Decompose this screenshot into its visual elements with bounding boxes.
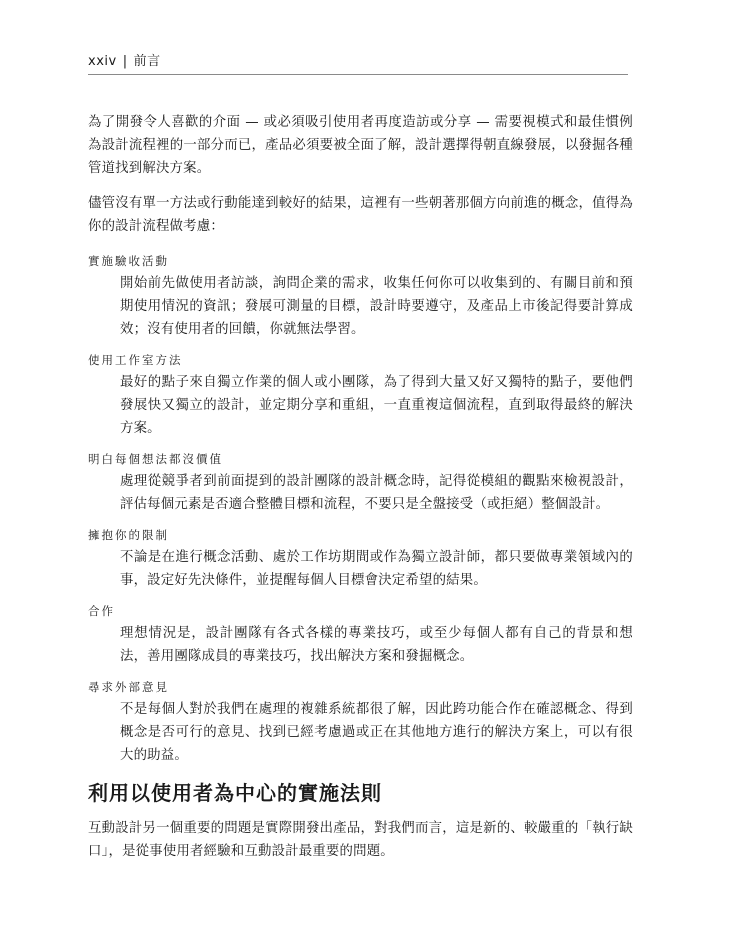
term-item [88,349,633,440]
section-heading: 利用以使用者為中心的實施法則 [88,781,382,805]
term-title: 實施驗收活動 [88,254,169,268]
term-title: 擁抱你的限制 [88,528,169,542]
page-number: xxiv [88,54,117,69]
term-definition: 不論是在進行概念活動、處於工作坊期間或作為獨立設計師，都只要做專業領域內的事，設定好先決條件，並提醒每個人目標會決定希望的結果。 [120,550,633,588]
term-definition: 不是每個人對於我們在處理的複雜系統都很了解，因此跨功能合作在確認概念、得到概念是否可行的意見、找到已經考慮過或正在其他地方進行的解決方案上，可以有很大的助益。 [120,702,633,763]
term-definition: 處理從競爭者到前面提到的設計團隊的設計概念時，記得從模組的觀點來檢視設計，評估每個元素是否適合整體目標和流程，不要只是全盤接受（或拒絕）整個設計。 [120,474,633,512]
term-definition: 開始前先做使用者訪談，詢問企業的需求，收集任何你可以收集到的、有關目前和預期使用情況的資訊；發展可測量的目標，設計時要遵守，及產品上市後記得要計算成效；沒有使用者的回饋，你就無法學習。 [120,276,633,337]
term-title: 尋求外部意見 [88,680,169,694]
term-title: 使用工作室方法 [88,353,183,367]
term-title: 合作 [88,604,115,618]
term-item [88,250,633,341]
chapter-title: 前言 [133,54,161,69]
section-paragraph: 互動設計另一個重要的問題是實際開發出產品，對我們而言，這是新的、較嚴重的「執行缺口」，是從事使用者經驗和互動設計最重要的問題。 [88,821,633,859]
lead-paragraph: 儘管沒有單一方法或行動能達到較好的結果，這裡有一些朝著那個方向前進的概念，值得為你的設計流程做考慮： [88,196,633,234]
term-item [88,448,633,516]
term-item [88,524,633,592]
term-item [88,600,633,668]
header-rule [88,74,628,75]
main-content [88,111,633,875]
term-title: 明白每個想法都沒價值 [88,452,223,466]
term-list [88,250,633,767]
running-header [88,50,628,69]
header-separator: | [122,54,128,69]
intro-paragraph: 為了開發令人喜歡的介面 — 或必須吸引使用者再度造訪或分享 — 需要視模式和最佳慣例為設計流程裡的一部分而已，產品必須要被全面了解，設計選擇得朝直線發展，以發掘各種管道找到解決方案。 [88,115,633,176]
term-item [88,676,633,767]
term-definition: 最好的點子來自獨立作業的個人或小團隊，為了得到大量又好又獨特的點子，要他們發展快又獨立的設計，並定期分享和重組，一直重複這個流程，直到取得最終的解決方案。 [120,375,633,436]
term-definition: 理想情況是，設計團隊有各式各樣的專業技巧，或至少每個人都有自己的背景和想法，善用團隊成員的專業技巧，找出解決方案和發掘概念。 [120,626,633,664]
